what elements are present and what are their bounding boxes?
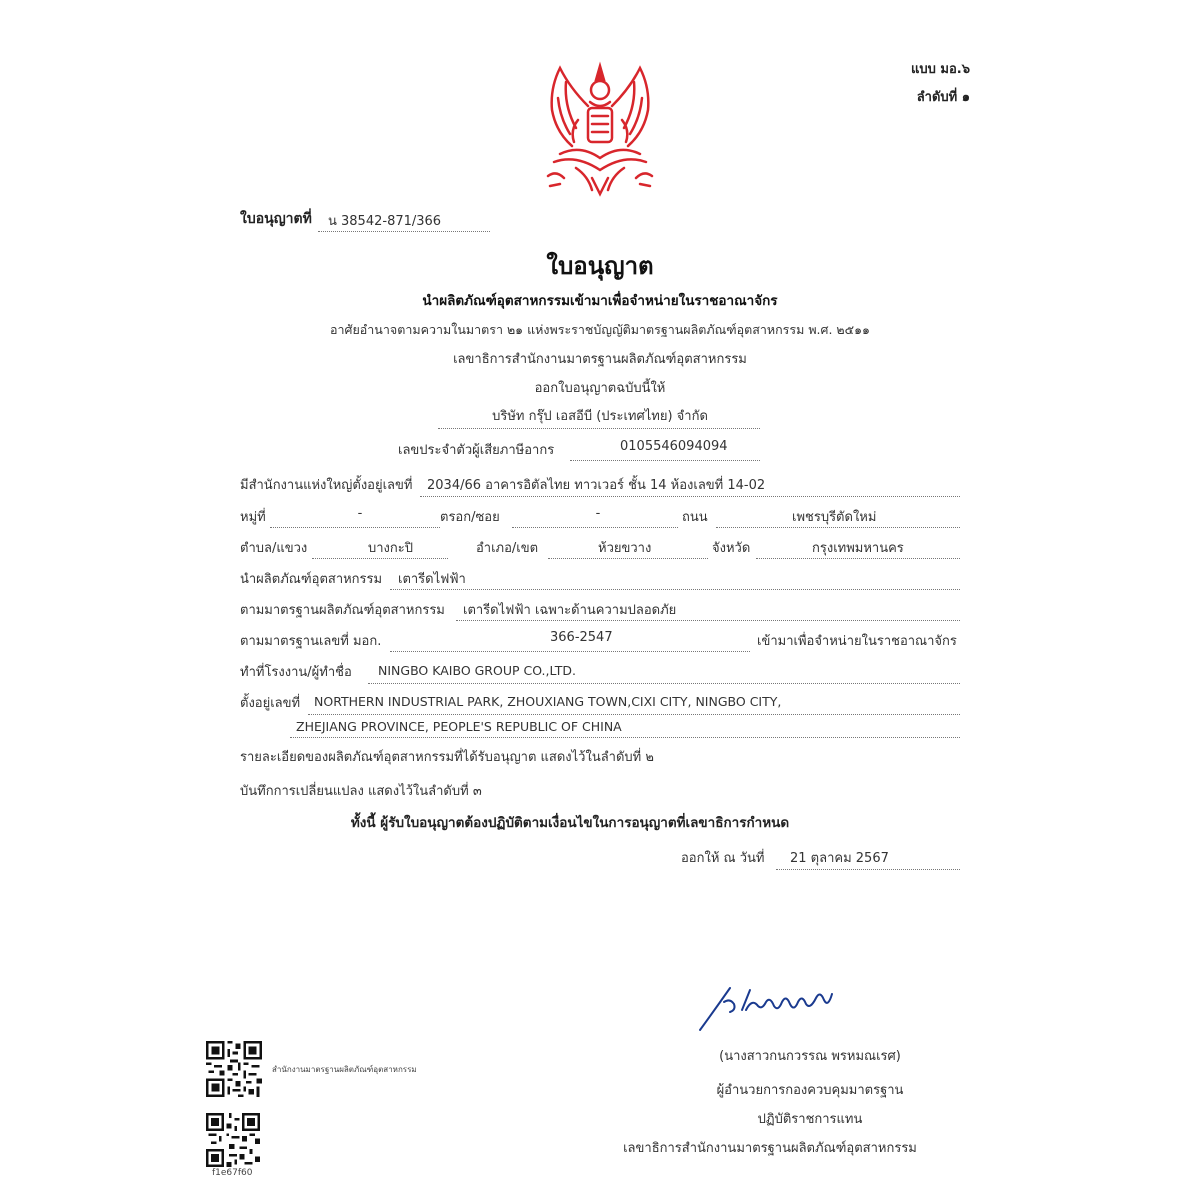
standard-label: ตามมาตรฐานผลิตภัณฑ์อุตสาหกรรม xyxy=(240,603,445,618)
standard-no-suffix: เข้ามาเพื่อจำหน่ายในราชอาณาจักร xyxy=(757,634,957,649)
factory-line xyxy=(368,683,960,684)
moo-line xyxy=(270,527,440,528)
hq-line xyxy=(420,496,960,497)
hq-value: 2034/66 อาคารอิตัลไทย ทาวเวอร์ ชั้น 14 ห้องเลขที่ 14-02 xyxy=(427,478,766,493)
factory-address-line1: NORTHERN INDUSTRIAL PARK, ZHOUXIANG TOWN,CIXI CITY, NINGBO CITY, xyxy=(314,694,782,709)
standard-no-label: ตามมาตรฐานเลขที่ มอก. xyxy=(240,634,382,649)
issuer-line: เลขาธิการสำนักงานมาตรฐานผลิตภัณฑ์อุตสาหกรรม xyxy=(453,352,747,367)
document-title: ใบอนุญาต xyxy=(546,252,654,280)
district-label: อำเภอ/เขต xyxy=(476,541,539,556)
qr-caption: สำนักงานมาตรฐานผลิตภัณฑ์อุตสาหกรรม xyxy=(272,1065,417,1074)
standard-value: เตารีดไฟฟ้า เฉพาะด้านความปลอดภัย xyxy=(463,603,677,618)
soi-label: ตรอก/ซอย xyxy=(440,510,500,525)
factory-address-label: ตั้งอยู่เลขที่ xyxy=(240,696,301,711)
issue-date-label: ออกให้ ณ วันที่ xyxy=(681,851,765,866)
permit-no-line xyxy=(318,231,490,232)
authority-line: อาศัยอำนาจตามความในมาตรา ๒๑ แห่งพระราชบัญญัติมาตรฐานผลิตภัณฑ์อุตสาหกรรม พ.ศ. ๒๕๑๑ xyxy=(330,322,870,337)
sequence-label: ลำดับที่ ๑ xyxy=(916,90,970,105)
factory-address-line1-rule xyxy=(308,714,960,715)
changes-line: บันทึกการเปลี่ยนแปลง แสดงไว้ในลำดับที่ ๓ xyxy=(240,784,482,799)
signer-title: ผู้อำนวยการกองควบคุมมาตรฐาน xyxy=(716,1083,904,1098)
permit-no-value: น 38542-871/366 xyxy=(328,214,442,229)
company-line xyxy=(438,428,760,429)
signer-name: (นางสาวกนกวรรณ พรหมณเรศ) xyxy=(719,1049,901,1064)
form-code: แบบ มอ.๖ xyxy=(911,62,970,77)
province-label: จังหวัด xyxy=(712,541,751,556)
tax-id-line xyxy=(570,460,760,461)
moo-label: หมู่ที่ xyxy=(240,510,266,525)
standard-line xyxy=(456,620,960,621)
qr-code-icon xyxy=(206,1041,262,1097)
standard-no-line xyxy=(390,651,750,652)
factory-label: ทำที่โรงงาน/ผู้ทำชื่อ xyxy=(240,665,352,680)
hq-label: มีสำนักงานแห่งใหญ่ตั้งอยู่เลขที่ xyxy=(240,478,413,493)
factory-address-line2: ZHEJIANG PROVINCE, PEOPLE'S REPUBLIC OF CHINA xyxy=(296,719,622,734)
road-value: เพชรบุรีตัดใหม่ xyxy=(792,510,877,525)
permit-no-label: ใบอนุญาตที่ xyxy=(240,211,312,227)
qr-code-small-icon xyxy=(206,1113,260,1167)
product-label: นำผลิตภัณฑ์อุตสาหกรรม xyxy=(240,572,383,587)
factory-address-line2-rule xyxy=(290,737,960,738)
document-subtitle: นำผลิตภัณฑ์อุตสาหกรรมเข้ามาเพื่อจำหน่ายในราชอาณาจักร xyxy=(422,293,778,309)
province-value: กรุงเทพมหานคร xyxy=(812,541,904,556)
factory-value: NINGBO KAIBO GROUP CO.,LTD. xyxy=(378,663,576,678)
details-line: รายละเอียดของผลิตภัณฑ์อุตสาหกรรมที่ได้รับอนุญาต แสดงไว้ในลำดับที่ ๒ xyxy=(240,750,654,765)
garuda-emblem-icon xyxy=(530,58,670,200)
soi-line xyxy=(512,527,678,528)
issue-date-value: 21 ตุลาคม 2567 xyxy=(790,851,889,866)
issue-date-line xyxy=(776,869,960,870)
product-line xyxy=(390,589,960,590)
condition-line: ทั้งนี้ ผู้รับใบอนุญาตต้องปฏิบัติตามเงื่อนไขในการอนุญาตที่เลขาธิการกำหนด xyxy=(350,815,790,831)
subdistrict-line xyxy=(312,558,448,559)
product-value: เตารีดไฟฟ้า xyxy=(398,572,466,587)
district-value: ห้วยขวาง xyxy=(598,541,652,556)
standard-no-value: 366-2547 xyxy=(550,630,613,645)
tax-id-label: เลขประจำตัวผู้เสียภาษีอากร xyxy=(398,443,555,458)
soi-value: - xyxy=(595,506,601,521)
province-line xyxy=(756,558,960,559)
signer-acting: ปฏิบัติราชการแทน xyxy=(757,1112,863,1127)
qr-code-id: f1e67f60 xyxy=(212,1168,253,1178)
company-name: บริษัท กรุ๊ป เอสอีบี (ประเทศไทย) จำกัด xyxy=(492,409,708,424)
subdistrict-value: บางกะปิ xyxy=(368,541,414,556)
issue-to-line: ออกใบอนุญาตฉบับนี้ให้ xyxy=(534,381,666,396)
subdistrict-label: ตำบล/แขวง xyxy=(240,541,308,556)
moo-value: - xyxy=(357,506,363,521)
signature-icon xyxy=(690,980,850,1036)
road-label: ถนน xyxy=(682,510,708,525)
district-line xyxy=(548,558,708,559)
road-line xyxy=(716,527,960,528)
signer-org: เลขาธิการสำนักงานมาตรฐานผลิตภัณฑ์อุตสาหกรรม xyxy=(623,1141,917,1156)
tax-id-value: 0105546094094 xyxy=(620,439,728,454)
